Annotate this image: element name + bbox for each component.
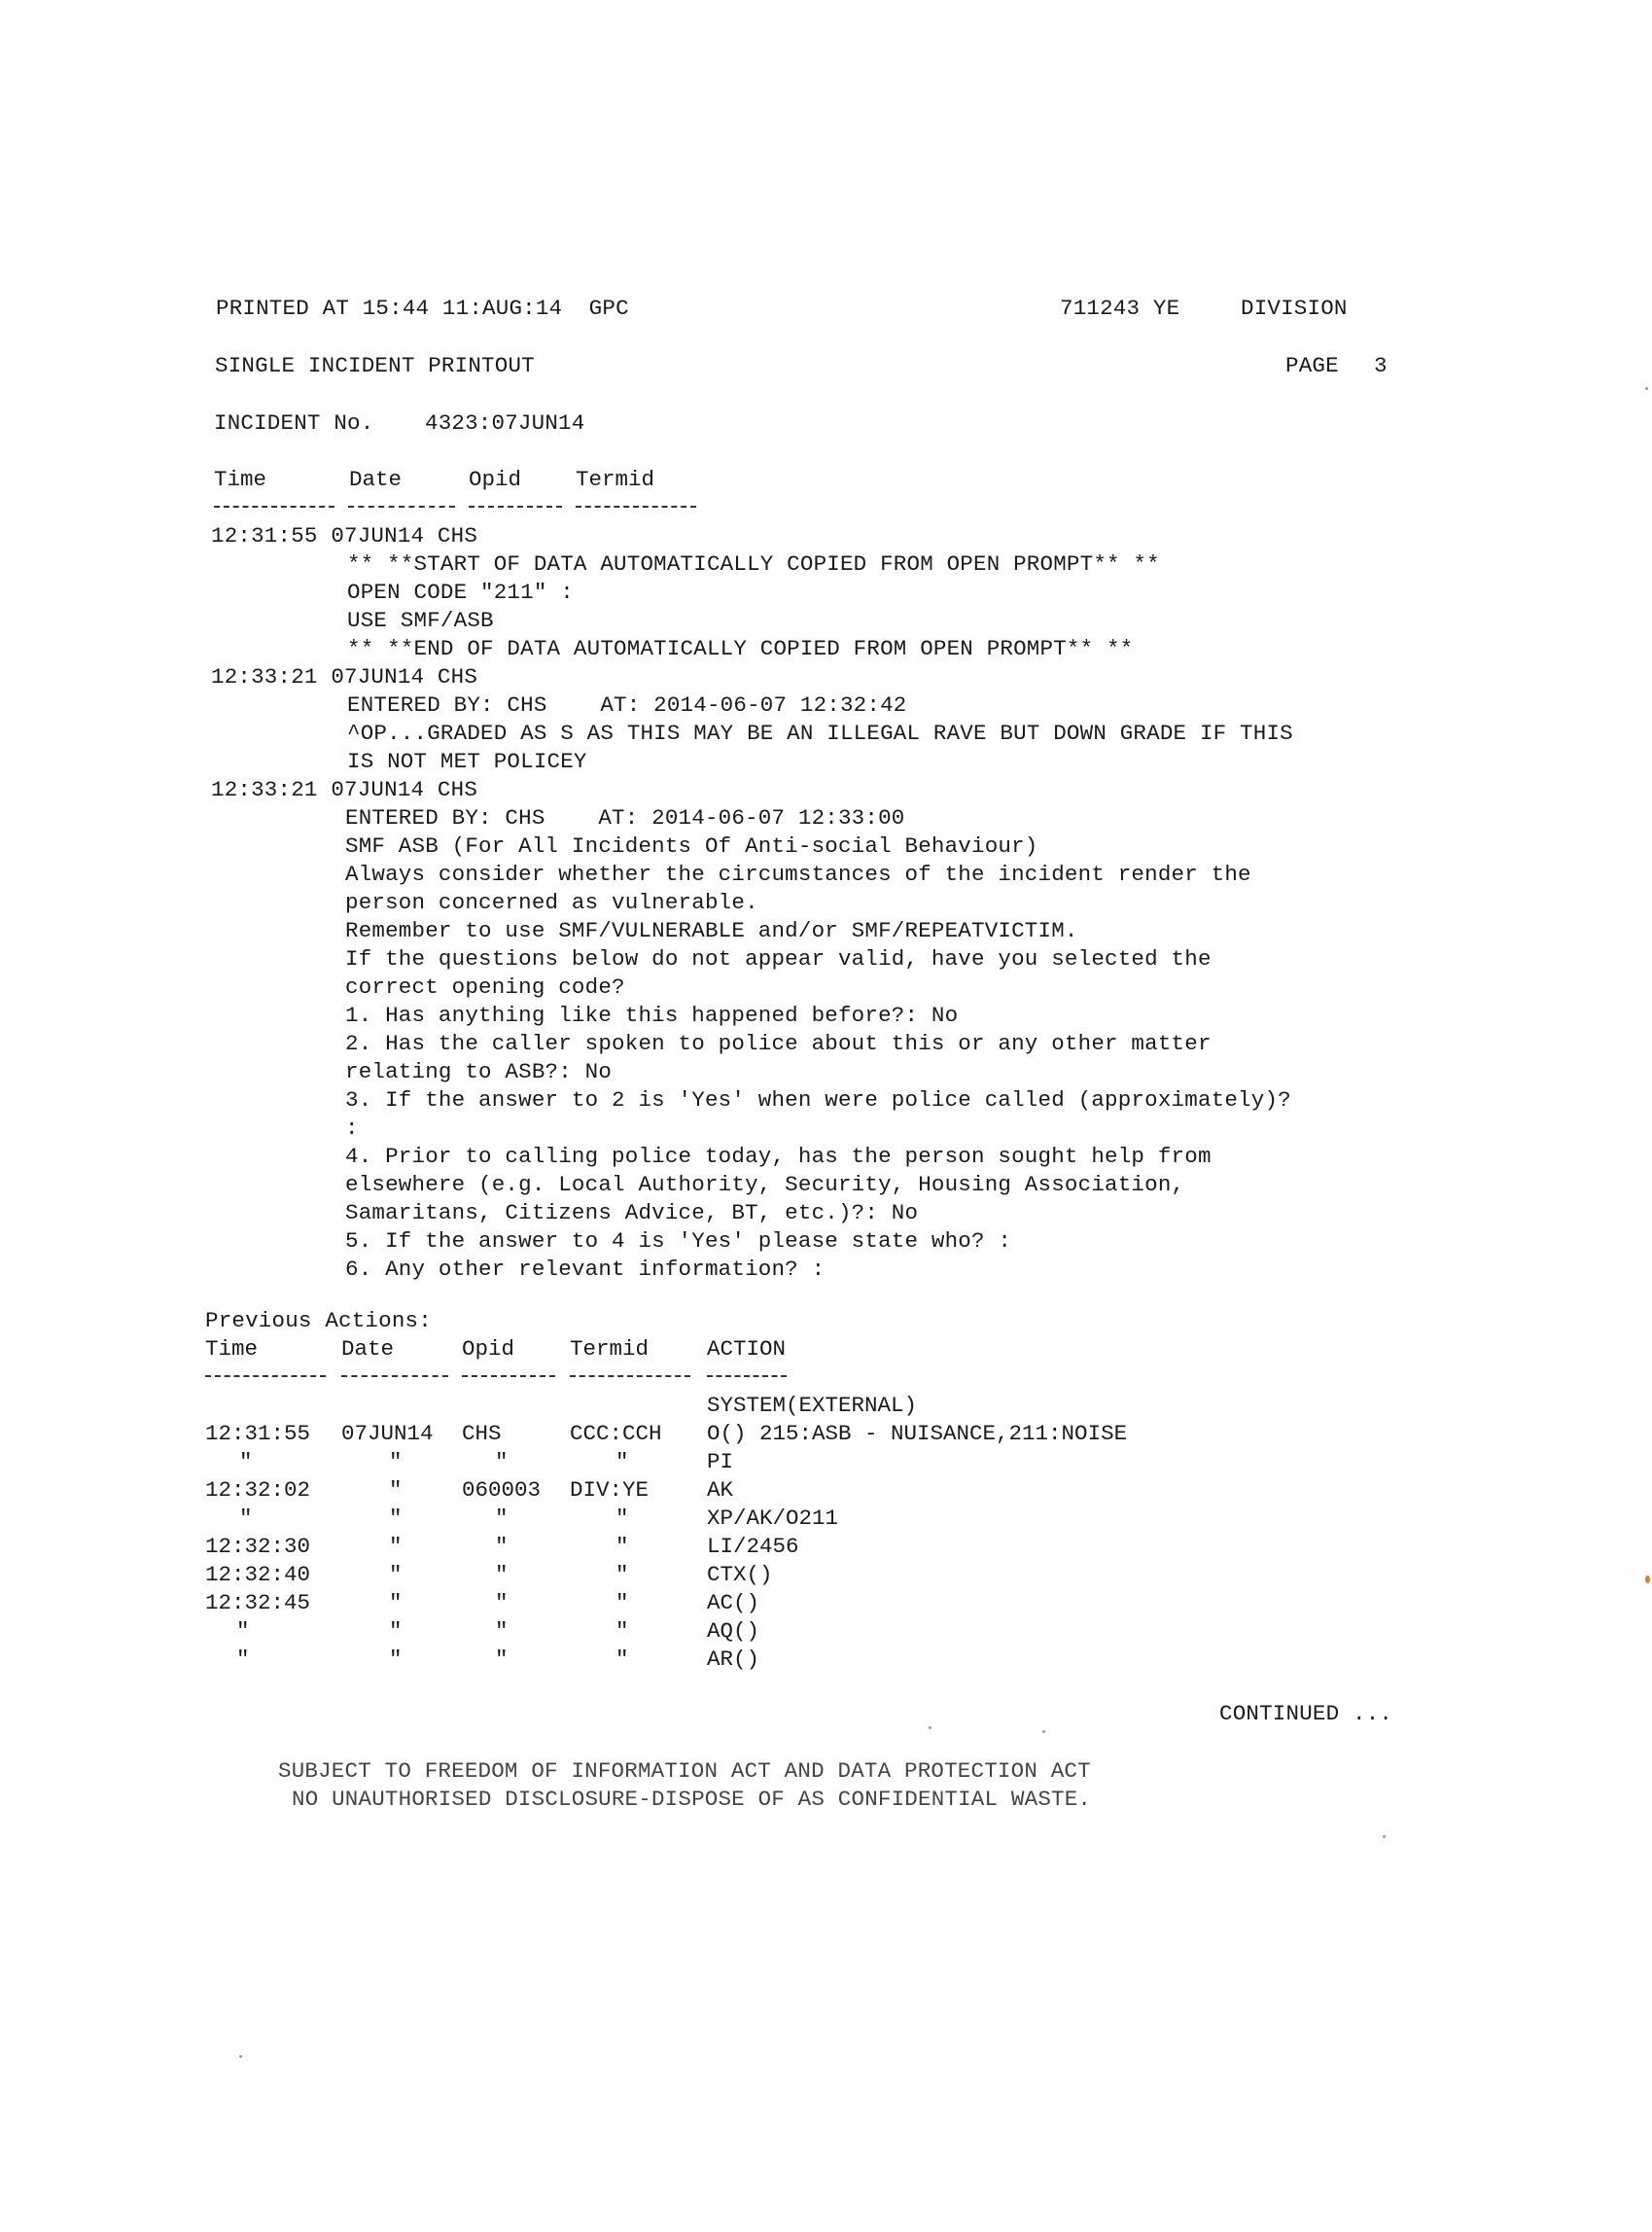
log-entry-stamp: 12:31:55 07JUN14 CHS	[211, 523, 478, 549]
scan-speck	[1645, 387, 1648, 390]
division-label: DIVISION	[1241, 296, 1348, 321]
action-opid: 060003	[462, 1477, 542, 1503]
log-line: ^OP...GRADED AS S AS THIS MAY BE AN ILLEGAL RAVE BUT DOWN GRADE IF THIS	[347, 721, 1293, 746]
action-cell: CTX()	[707, 1562, 773, 1587]
log-line: USE SMF/ASB	[347, 608, 494, 633]
actions-divider	[341, 1375, 448, 1377]
scan-speck	[1383, 1835, 1386, 1838]
log-line: ENTERED BY: CHS AT: 2014-06-07 12:32:42	[347, 692, 907, 718]
log-entry-stamp: 12:33:21 07JUN14 CHS	[211, 777, 478, 802]
action-date: "	[389, 1534, 403, 1559]
action-cell: SYSTEM(EXTERNAL)	[707, 1393, 918, 1418]
printout-title: SINGLE INCIDENT PRINTOUT	[215, 353, 535, 378]
action-cell: XP/AK/O211	[707, 1506, 839, 1531]
actions-divider	[462, 1375, 555, 1377]
action-time: "	[236, 1647, 250, 1672]
action-termid: "	[615, 1618, 629, 1644]
incident-number: 4323:07JUN14	[425, 410, 585, 436]
action-termid: "	[615, 1449, 629, 1474]
log-line: If the questions below do not appear valid, have you selected the	[345, 946, 1212, 972]
action-termid: DIV:YE	[570, 1477, 650, 1503]
log-line: correct opening code?	[345, 974, 625, 1000]
action-time: "	[239, 1449, 253, 1474]
log-line: 2. Has the caller spoken to police about this or any other matter	[345, 1031, 1212, 1056]
log-line: Always consider whether the circumstances of the incident render the	[345, 862, 1251, 887]
log-entry-stamp: 12:33:21 07JUN14 CHS	[211, 664, 478, 690]
foi-notice-line1: SUBJECT TO FREEDOM OF INFORMATION ACT AND DATA PROTECTION ACT	[278, 1758, 1091, 1784]
log-col-opid: Opid	[469, 467, 522, 492]
previous-actions-heading: Previous Actions:	[205, 1308, 432, 1333]
action-cell: AC()	[707, 1590, 760, 1615]
log-divider	[469, 506, 562, 508]
action-cell: O() 215:ASB - NUISANCE,211:NOISE	[707, 1421, 1128, 1446]
action-cell: AR()	[707, 1647, 760, 1672]
action-time: 12:31:55	[205, 1421, 311, 1446]
scan-speck	[1042, 1730, 1045, 1733]
action-opid: CHS	[462, 1421, 502, 1446]
action-date: "	[389, 1477, 403, 1503]
log-line: OPEN CODE "211" :	[347, 580, 574, 605]
action-opid: "	[495, 1449, 509, 1474]
scan-speck	[239, 2055, 242, 2058]
action-termid: "	[615, 1562, 629, 1587]
incident-label: INCIDENT No.	[214, 410, 374, 436]
action-time: 12:32:45	[205, 1590, 311, 1615]
action-opid: "	[495, 1506, 509, 1531]
log-col-termid: Termid	[576, 467, 655, 492]
log-col-date: Date	[349, 467, 403, 492]
log-line: Samaritans, Citizens Advice, BT, etc.)?: No	[345, 1200, 919, 1225]
page-label: PAGE	[1285, 353, 1339, 378]
log-line: 4. Prior to calling police today, has the person sought help from	[345, 1144, 1212, 1169]
reference-number: 711243 YE	[1060, 296, 1180, 321]
log-line: elsewhere (e.g. Local Authority, Security, Housing Association,	[345, 1172, 1185, 1197]
action-time: 12:32:02	[205, 1477, 311, 1503]
action-time: 12:32:30	[205, 1534, 311, 1559]
action-opid: "	[495, 1590, 509, 1615]
action-date: "	[389, 1590, 403, 1615]
actions-col-time: Time	[205, 1336, 259, 1362]
actions-divider	[707, 1375, 787, 1377]
action-date: "	[389, 1506, 403, 1531]
continued-label: CONTINUED ...	[1219, 1701, 1393, 1726]
actions-col-date: Date	[341, 1336, 395, 1362]
actions-col-termid: Termid	[570, 1336, 650, 1362]
log-line: 1. Has anything like this happened before?: No	[345, 1003, 959, 1028]
action-opid: "	[495, 1562, 509, 1587]
log-line: ** **END OF DATA AUTOMATICALLY COPIED FROM OPEN PROMPT** **	[347, 636, 1134, 661]
action-date: "	[389, 1449, 403, 1474]
log-line: 5. If the answer to 4 is 'Yes' please state who? :	[345, 1228, 1012, 1254]
action-termid: CCC:CCH	[570, 1421, 662, 1446]
action-date: "	[389, 1647, 403, 1672]
log-line: :	[345, 1116, 359, 1141]
action-cell: PI	[707, 1449, 734, 1474]
log-line: ENTERED BY: CHS AT: 2014-06-07 12:33:00	[345, 805, 905, 831]
action-termid: "	[615, 1506, 629, 1531]
log-line: IS NOT MET POLICEY	[347, 749, 587, 774]
action-termid: "	[615, 1647, 629, 1672]
action-date: "	[389, 1618, 403, 1644]
action-time: "	[239, 1506, 253, 1531]
actions-divider	[205, 1375, 326, 1377]
printed-at: PRINTED AT 15:44 11:AUG:14 GPC	[216, 296, 629, 321]
log-col-time: Time	[214, 467, 267, 492]
actions-col-action: ACTION	[707, 1336, 787, 1362]
log-divider	[348, 506, 455, 508]
log-line: 3. If the answer to 2 is 'Yes' when were police called (approximately)?	[345, 1087, 1291, 1113]
action-cell: LI/2456	[707, 1534, 799, 1559]
action-cell: AQ()	[707, 1618, 760, 1644]
action-termid: "	[615, 1534, 629, 1559]
log-line: person concerned as vulnerable.	[345, 890, 758, 915]
action-date: 07JUN14	[341, 1421, 434, 1446]
action-date: "	[389, 1562, 403, 1587]
log-divider	[576, 506, 696, 508]
page-number: 3	[1374, 353, 1388, 378]
action-termid: "	[615, 1590, 629, 1615]
scan-speck	[929, 1726, 931, 1729]
log-line: 6. Any other relevant information? :	[345, 1257, 826, 1282]
action-opid: "	[495, 1647, 509, 1672]
scan-speck	[1645, 1576, 1650, 1583]
action-opid: "	[495, 1534, 509, 1559]
action-time: 12:32:40	[205, 1562, 311, 1587]
log-line: relating to ASB?: No	[345, 1059, 613, 1084]
actions-col-opid: Opid	[462, 1336, 515, 1362]
log-line: Remember to use SMF/VULNERABLE and/or SMF/REPEATVICTIM.	[345, 918, 1078, 943]
log-line: ** **START OF DATA AUTOMATICALLY COPIED FROM OPEN PROMPT** **	[347, 551, 1160, 577]
action-opid: "	[495, 1618, 509, 1644]
action-cell: AK	[707, 1477, 734, 1503]
log-line: SMF ASB (For All Incidents Of Anti-social Behaviour)	[345, 833, 1038, 859]
log-divider	[214, 506, 334, 508]
action-time: "	[236, 1618, 250, 1644]
foi-notice-line2: NO UNAUTHORISED DISCLOSURE-DISPOSE OF AS CONFIDENTIAL WASTE.	[292, 1787, 1092, 1812]
actions-divider	[570, 1375, 690, 1377]
